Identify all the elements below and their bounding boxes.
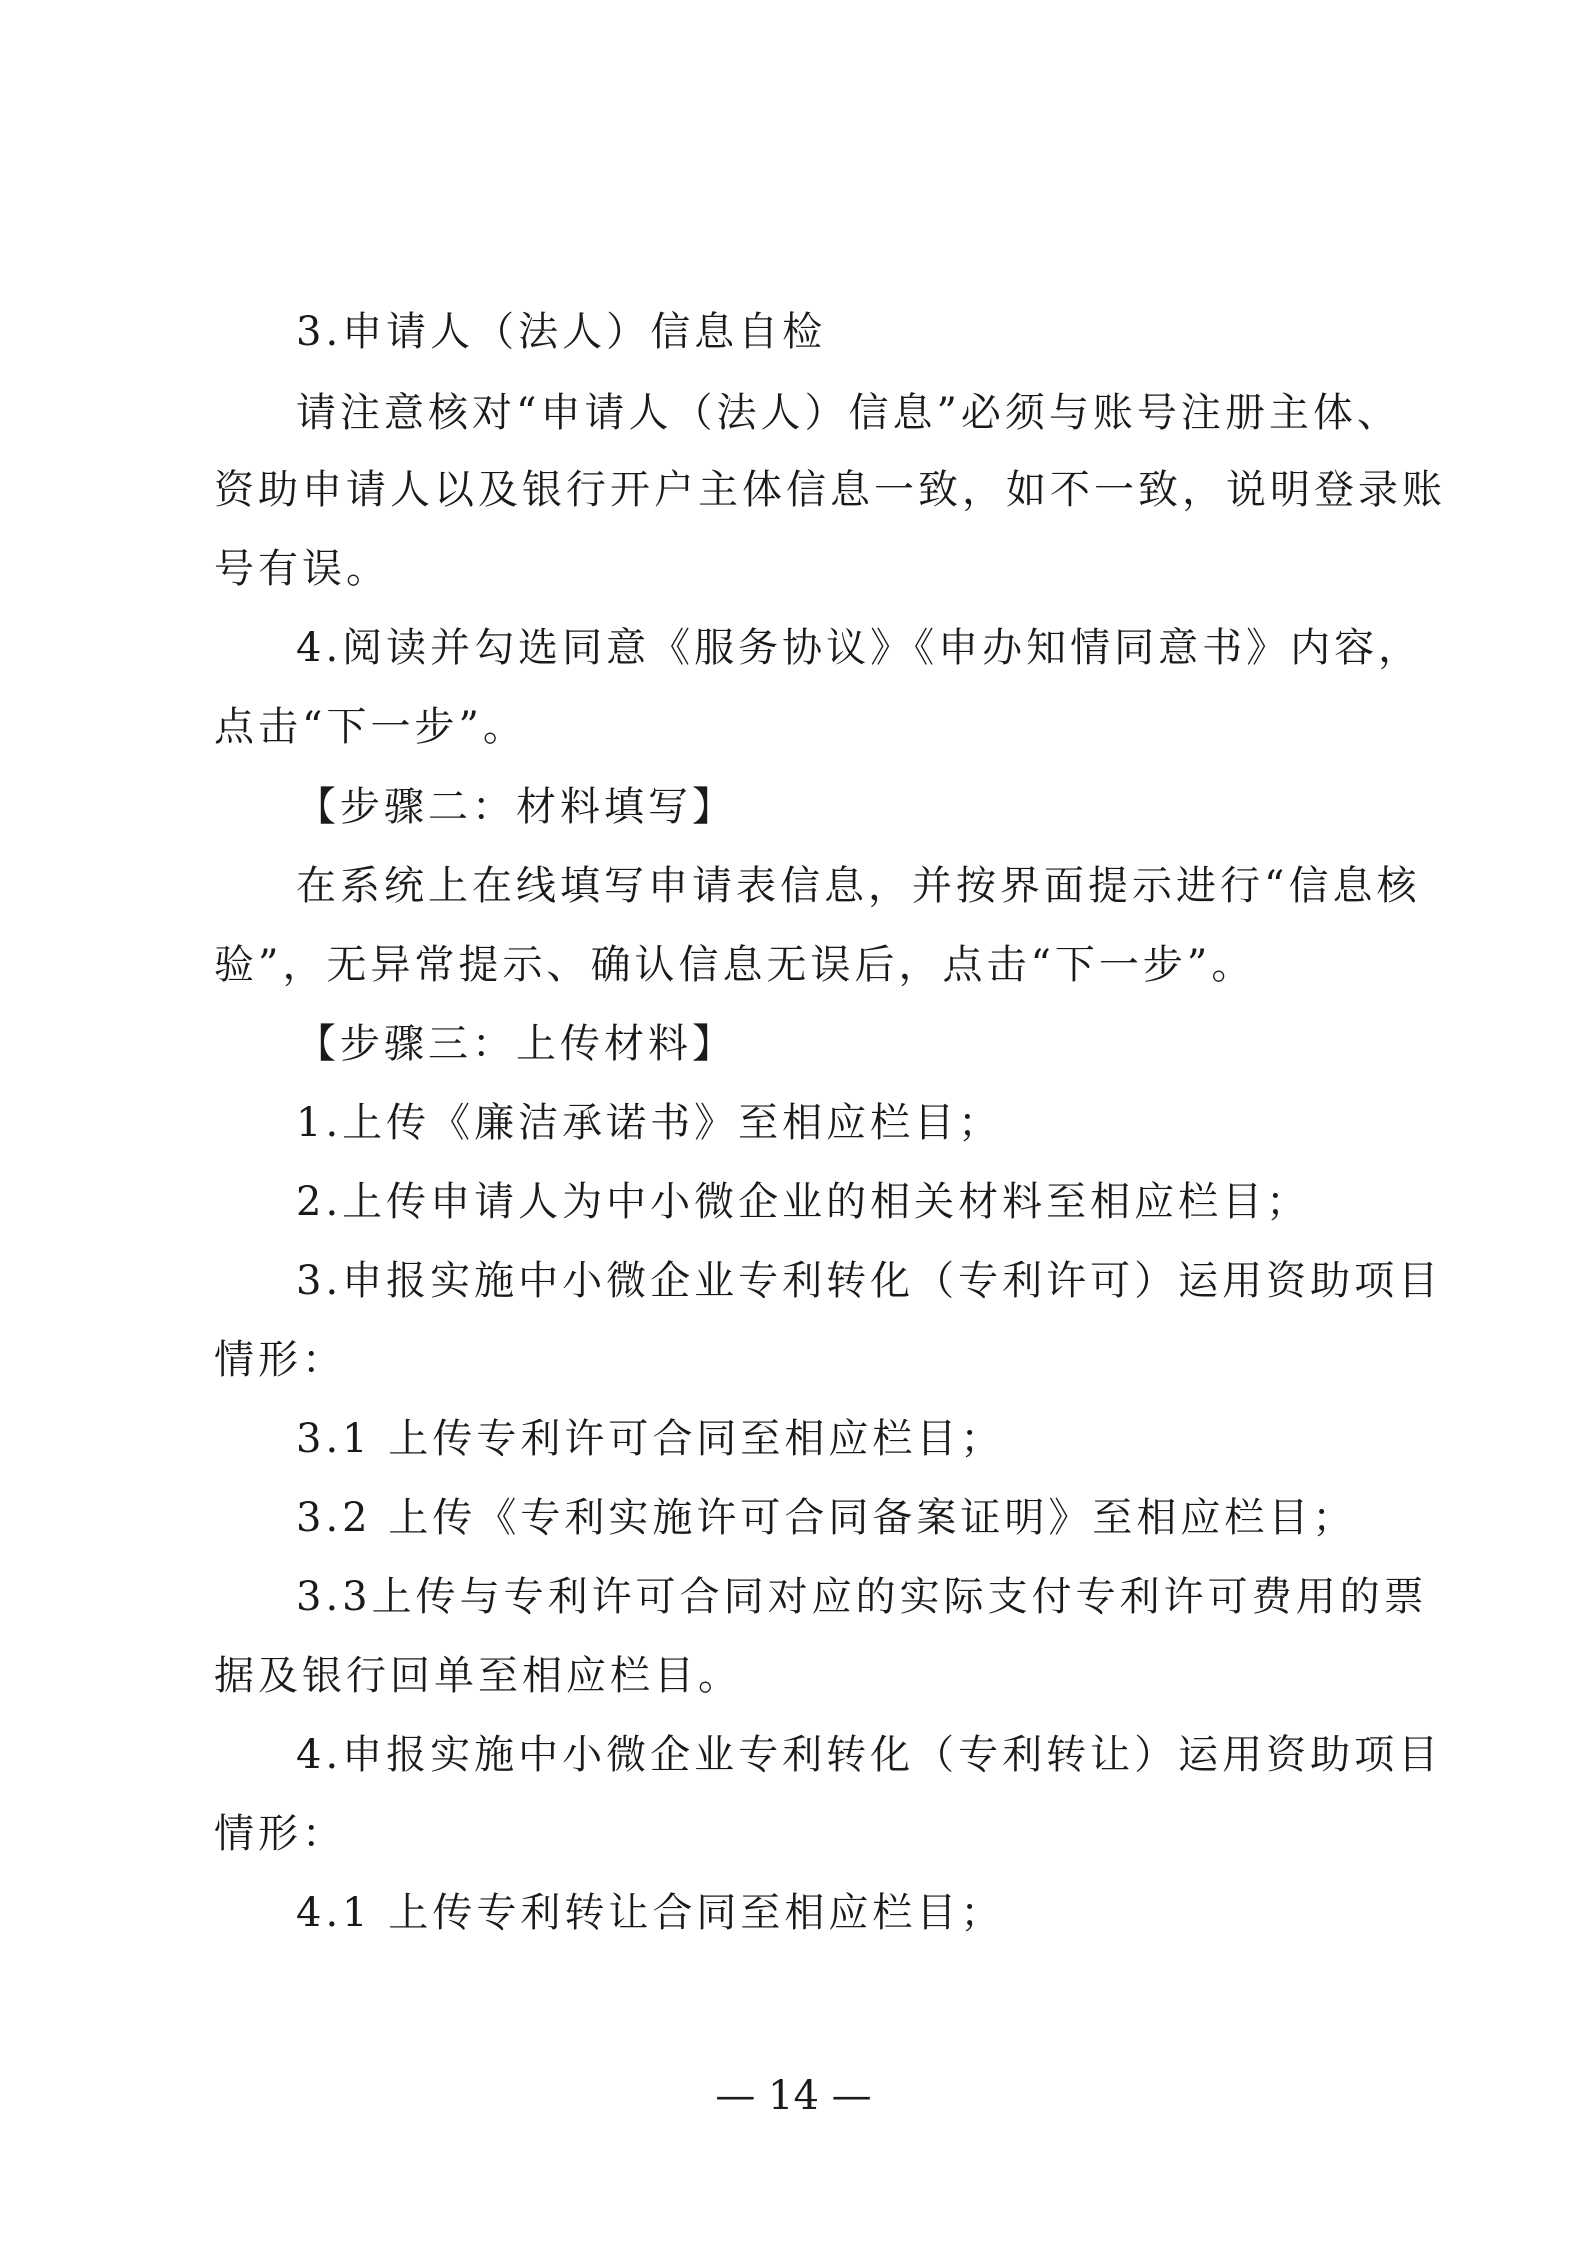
paragraph-line: 请注意核对“申请人（法人）信息”必须与账号注册主体、 [296, 390, 1401, 436]
step3-item3-1: 3.1 上传专利许可合同至相应栏目； [296, 1416, 1005, 1462]
step3-heading: 【步骤三：上传材料】 [296, 1021, 736, 1067]
step1-item3-heading: 3.申请人（法人）信息自检 [296, 309, 827, 355]
step1-item4: 4.阅读并勾选同意《服务协议》《申办知情同意书》内容， [296, 625, 1423, 671]
step3-item1: 1.上传《廉洁承诺书》至相应栏目； [296, 1100, 1003, 1146]
page-number: — 14 — [715, 2073, 872, 2119]
step2-heading: 【步骤二：材料填写】 [296, 784, 736, 830]
paragraph-line: 据及银行回单至相应栏目。 [214, 1653, 742, 1699]
step3-item4: 4.申报实施中小微企业专利转化（专利转让）运用资助项目 [296, 1732, 1443, 1778]
paragraph-line: 号有误。 [214, 546, 390, 592]
paragraph-line: 情形： [214, 1811, 346, 1857]
step3-item3: 3.申报实施中小微企业专利转化（专利许可）运用资助项目 [296, 1258, 1443, 1304]
paragraph-line: 资助申请人以及银行开户主体信息一致，如不一致，说明登录账 [214, 467, 1446, 513]
paragraph-line: 在系统上在线填写申请表信息，并按界面提示进行“信息核 [296, 863, 1421, 909]
step3-item2: 2.上传申请人为中小微企业的相关材料至相应栏目； [296, 1179, 1311, 1225]
paragraph-line: 点击“下一步”。 [214, 704, 527, 750]
step3-item3-3: 3.3上传与专利许可合同对应的实际支付专利许可费用的票 [296, 1574, 1428, 1620]
paragraph-line: 验”，无异常提示、确认信息无误后，点击“下一步”。 [214, 942, 1256, 988]
paragraph-line: 情形： [214, 1337, 346, 1383]
step3-item4-1: 4.1 上传专利转让合同至相应栏目； [296, 1890, 1005, 1936]
step3-item3-2: 3.2 上传《专利实施许可合同备案证明》至相应栏目； [296, 1495, 1357, 1541]
